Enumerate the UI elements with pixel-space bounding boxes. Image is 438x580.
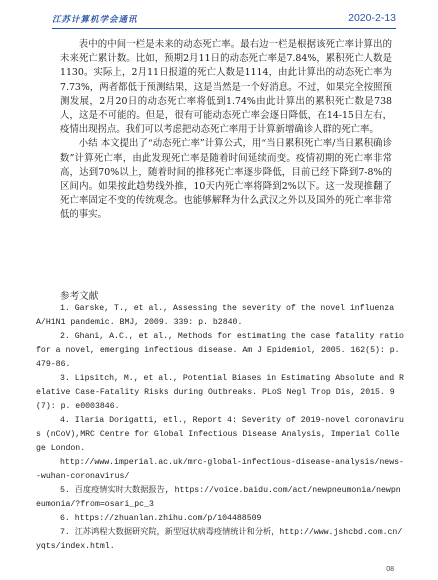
journal-title: 江苏计算机学会通讯 bbox=[52, 15, 138, 25]
body-paragraph-dynamic-mortality: 表中的中间一栏是未来的动态死亡率。最右边一栏是根据该死亡率计算出的未来死亡累计数。比如，预期2月11日的动态死亡率是7.84%，累积死亡人数是1130。实际上，2月11日报道的死亡人数是1114，由此计算出的动态死亡率为7.73%，两者都低于预测结果，这是当然是一个好消息。不过，如果完全按照预测发展，2月20日的动态死亡率将低到1.74%由此计算出的累积死亡数是738人，这是不可能的。但是，很有可能动态死亡率会逐日降低，在14-15日左右，疫情出现拐点。我们可以考虑把动态死亡率用于计算新增确诊人群的死亡率。 bbox=[60, 39, 392, 136]
reference-item-4-url[interactable]: http://www.imperial.ac.uk/mrc-global-infectious-disease-analysis/news--wuhan-coronavirus/ bbox=[36, 458, 404, 481]
body-paragraph-summary: 小结 本文提出了“动态死亡率”计算公式，用“当日累积死亡率/当日累积确诊数”计算死亡率，由此发现死亡率是随着时间延续而变。疫情初期的死亡率非常高，达到70%以上，随着时间的推移死亡率逐步降低，目前已经下降到7-8%的区间内。如果按此趋势线外推，10天内死亡率将降到2%以下。这一发现推翻了死亡率固定不变的传统观念。也能够解释为什么武汉之外以及国外的死亡率非常低的事实。 bbox=[60, 138, 392, 221]
page-number: 08 bbox=[386, 566, 394, 573]
references-list bbox=[36, 302, 404, 554]
page-header bbox=[52, 12, 396, 28]
references-heading: 参考文献 bbox=[60, 291, 99, 302]
reference-item-7[interactable]: 7. 江苏鸿程大数据研究院，新型冠状病毒疫情统计和分析，http://www.jshcbd.com.cn/yqts/index.html. bbox=[36, 528, 403, 551]
reference-item-6[interactable]: 6. https://zhuanlan.zhihu.com/p/104488509 bbox=[60, 514, 262, 523]
reference-item-1: 1. Garske, T., et al., Assessing the severity of the novel influenza A/H1N1 pandemic. BMJ, 2009. 339: p. b2840. bbox=[36, 304, 395, 327]
reference-item-3: 3. Lipsitch, M., et al., Potential Biases in Estimating Absolute and Relative Case-Fatality Risks during Outbreaks. PLoS Negl Trop Dis, 2015. 9(7): p. e0003846. bbox=[36, 374, 404, 411]
reference-item-4: 4. Ilaria Dorigatti, etl., Report 4: Severity of 2019-novel coronavirus (nCoV),MRC Centre for Global Infectious Disease Analysis, Imperial College London. bbox=[36, 416, 404, 453]
header-divider bbox=[52, 28, 396, 29]
reference-item-2: 2. Ghani, A.C., et al., Methods for estimating the case fatality ratio for a novel, emerging infectious disease. Am J Epidemiol, 2005. 162(5): p. 479-86. bbox=[36, 332, 404, 369]
article-body bbox=[60, 38, 392, 223]
reference-item-5[interactable]: 5. 百度疫情实时大数据报告, https://voice.baidu.com/act/newpneumonia/newpneumonia/?from=osari_pc_3 bbox=[36, 486, 401, 509]
issue-date: 2020-2-13 bbox=[348, 12, 396, 24]
